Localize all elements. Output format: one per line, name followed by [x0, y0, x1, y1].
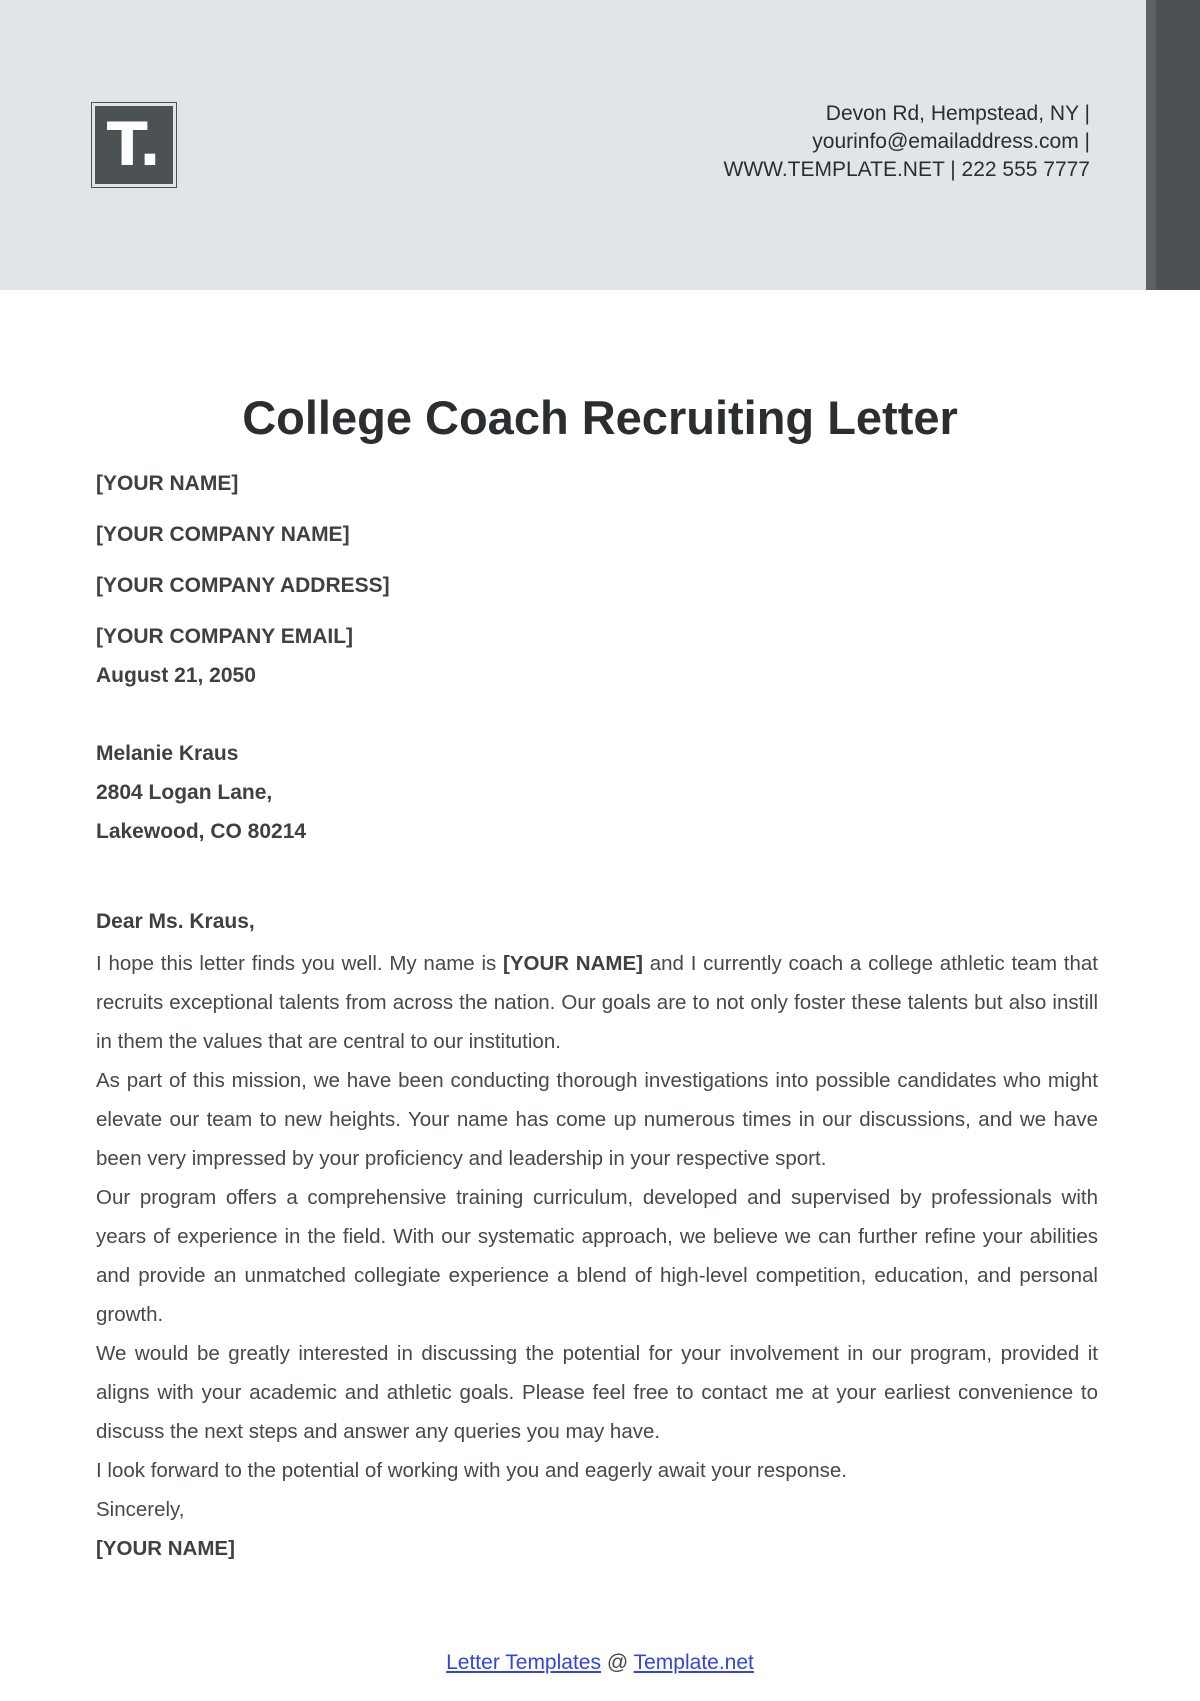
sender-address: [YOUR COMPANY ADDRESS]: [96, 574, 390, 597]
body-paragraph-2: As part of this mission, we have been conducting thorough investigations into possible candidates who might elevate our team to new heights. Your name has come up numerous times in our discussions, and we have been very impressed by your proficiency and leadership in your respective sport.: [96, 1069, 1098, 1170]
logo-mark: [95, 106, 173, 184]
template-net-link[interactable]: Template.net: [633, 1651, 754, 1674]
paragraph-1-rest: and I currently coach a college athletic team that recruits exceptional talents from across the nation. Our goals are to not only foster these talents but also instill in them the values that are central to our institution.: [96, 952, 1098, 1053]
footer-separator: @: [606, 1651, 629, 1674]
sender-email: [YOUR COMPANY EMAIL]: [96, 625, 354, 648]
body-paragraph-5: I look forward to the potential of working with you and eagerly await your response.: [96, 1459, 847, 1482]
letterhead-accent-edge: [1146, 0, 1156, 290]
logo-letter: T.: [106, 110, 162, 180]
sender-name: [YOUR NAME]: [96, 472, 239, 495]
contact-info: [724, 100, 1090, 184]
signature: [YOUR NAME]: [96, 1537, 235, 1560]
footer: [0, 1651, 1200, 1675]
contact-website-phone: WWW.TEMPLATE.NET | 222 555 7777: [723, 158, 1090, 181]
paragraph-1-name: [YOUR NAME]: [503, 952, 643, 975]
recipient-street: 2804 Logan Lane,: [96, 781, 273, 804]
sender-company: [YOUR COMPANY NAME]: [96, 523, 350, 546]
salutation: Dear Ms. Kraus,: [96, 910, 255, 933]
contact-email: yourinfo@emailaddress.com |: [812, 130, 1090, 153]
recipient-name: Melanie Kraus: [96, 742, 239, 765]
body-paragraph-4: We would be greatly interested in discussing the potential for your involvement in our program, provided it aligns with your academic and athletic goals. Please feel free to contact me at your earliest convenience to discuss the next steps and answer any queries you may have.: [96, 1342, 1098, 1443]
body-paragraph-3: Our program offers a comprehensive training curriculum, developed and supervised by professionals with years of experience in the field. With our systematic approach, we believe we can further refine your abilities and provide an unmatched collegiate experience a blend of high-level competition, education, and personal growth.: [96, 1186, 1098, 1326]
closing: Sincerely,: [96, 1498, 185, 1521]
template-logo: [91, 102, 177, 188]
letter-paragraphs: [96, 944, 1098, 1568]
letter-date: August 21, 2050: [96, 664, 256, 687]
contact-address: Devon Rd, Hempstead, NY |: [825, 102, 1090, 125]
letter-templates-link[interactable]: Letter Templates: [446, 1651, 601, 1674]
letter-title: College Coach Recruiting Letter: [242, 391, 958, 444]
body-paragraph-1: [96, 944, 1098, 1061]
paragraph-1-intro: I hope this letter finds you well. My name is: [96, 952, 503, 975]
recipient-city: Lakewood, CO 80214: [96, 820, 307, 843]
